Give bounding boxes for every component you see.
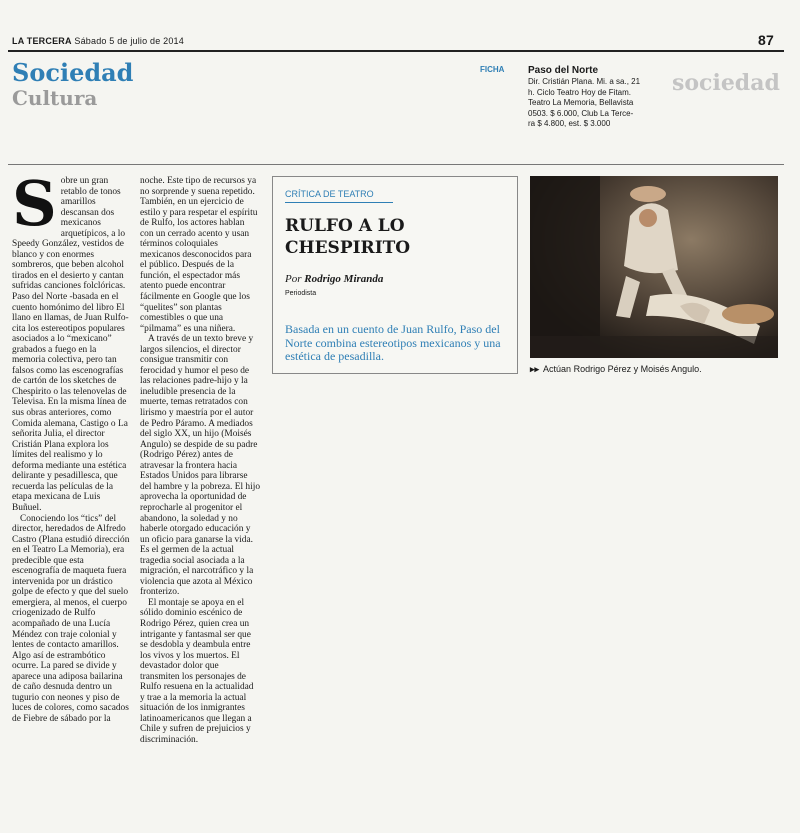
ficha-label: FICHA xyxy=(480,65,505,74)
ficha-title: Paso del Norte xyxy=(528,65,599,76)
page-header xyxy=(8,34,784,52)
ficha-box xyxy=(528,64,658,130)
review-box xyxy=(272,176,518,374)
article-paragraph: El montaje se apoya en el sólido dominio escénico de Rodrigo Pérez, quien crea un intrigante y fantasmal ser que se desdobla y deambula entre los vivos y los muertos. El devastador dolor que transmiten los personajes de Rulfo resuena en la actualidad y trae a la memoria la actual situación de los inmigrantes latinoamericanos que llegan a Chile y sufren de prejuicios y discriminación. xyxy=(140,597,254,745)
author-role: Periodista xyxy=(285,290,317,297)
photo-caption xyxy=(530,364,702,375)
stage-photo-illustration xyxy=(530,176,778,358)
review-deck: Basada en un cuento de Juan Rulfo, Paso del Norte combina estereotipos mexicanos y una estética de pesadilla. xyxy=(285,322,501,363)
article-column-1 xyxy=(12,167,130,724)
review-title: RULFO A LO CHESPIRITO xyxy=(285,216,411,258)
header-left xyxy=(12,36,184,46)
ficha-line: h. Ciclo Teatro Hoy de Fitam. xyxy=(528,87,632,97)
ficha-line: ra $ 4.800, est. $ 3.000 xyxy=(528,119,611,128)
article-paragraph: A través de un texto breve y largos silencios, el director consigue transmitir con ferocidad y humor el peso de las relaciones padre-hijo y la ineludible presencia de la muerte, temas retratados con lirismo y maestría por el autor de Pedro Páramo. A mediados del siglo XX, un hijo (Moisés Angulo) se despide de su padre (Rodrigo Pérez) antes de atravesar la frontera hacia Estados Unidos para librarse del hambre y la pobreza. El hijo aprovecha la oportunidad de reprocharle al progenitor el abandono, la soledad y no haberle otorgado educación y un oficio para ganarse la vida. Es el germen de la actual tragedia social asociada a la migración, el narcotráfico y la violencia que azota al México fronterizo. xyxy=(140,334,261,598)
section-name: Sociedad xyxy=(12,58,134,87)
author-name: Rodrigo Miranda xyxy=(304,273,384,285)
ficha-line: Dir. Cristián Plana. Mi. a sa., 21 xyxy=(528,77,641,86)
caption-arrow-icon: ▸▸ xyxy=(530,364,540,374)
byline xyxy=(285,273,383,285)
section-heading xyxy=(12,60,133,110)
review-kicker: CRÍTICA DE TEATRO xyxy=(285,189,393,203)
ficha-line: Teatro La Memoria, Bellavista xyxy=(528,98,634,107)
article-paragraph: Conociendo los “tics” del director, heredados de Alfredo Castro (Plana estudió dirección en el Teatro La Memoria), era predecible que esta escenografía de maqueta fuera intervenida por un drástico golpe de efecto y que del suelo emergiera, al menos, el cuerpo criogenizado de Rulfo acompañado de una Lucía Méndez con traje colonial y lentes de contacto amarillos. Algo así de estrambótico ocurre. La pared se divide y aparece una adiposa bailarina de caño desnuda dentro un tugurio con neones y piso de luces de colores, como sacados de Fiebre de sábado por la xyxy=(12,513,130,724)
paper-name: LA TERCERA xyxy=(12,36,72,46)
byline-prefix: Por xyxy=(285,273,302,285)
dropcap: S xyxy=(12,167,57,240)
caption-text: Actúan Rodrigo Pérez y Moisés Angulo. xyxy=(543,364,702,374)
edition-date: Sábado 5 de julio de 2014 xyxy=(74,36,184,46)
subsection-name: Cultura xyxy=(12,86,98,110)
page-number: 87 xyxy=(758,32,774,48)
bleedthrough-text: sociedad xyxy=(672,70,780,96)
article-paragraph: obre un gran retablo de tonos amarillos descansan dos mexicanos arquetípicos, a lo Speedy González, vestidos de blanco y con enormes sombreros, que beben alcohol tirados en el desierto y cantan sufridas canciones folclóricas. Paso del Norte -basada en el cuento homónimo del libro El llano en llamas, de Juan Rulfo- cita los estereotipos populares asociados a lo “mexicano” grabados a fuego en la memoria colectiva, pero tan falsos como las escenografías de cartón de los sketches de Chespirito o las telenovelas de Televisa. En la misma línea de sus obras anteriores, como Comida alemana, Castigo o La señorita Julia, el director Cristián Plana explora los límites del realismo y lo deforma mediante una estética delirante y pesadillesca, que recuerda las películas de la etapa mexicana de Luis Buñuel. xyxy=(12,176,129,513)
stage-photo xyxy=(530,176,778,358)
ficha-line: 0503. $ 6.000, Club La Terce- xyxy=(528,108,634,118)
article-column-2 xyxy=(140,176,260,746)
article-paragraph: noche. Este tipo de recursos ya no sorprende y suena repetido. También, en un ejercicio de estilo y para respetar el espíritu de Rulfo, los actores hablan con un cerrado acento y usan términos coloquiales mexicanos desconocidos para el público. Después de la función, el espectador más atento puede encontrar fácilmente en Google que los “quelites” son plantas comestibles o que una “pilmama” es una niñera. xyxy=(140,176,258,334)
section-divider xyxy=(8,164,784,165)
